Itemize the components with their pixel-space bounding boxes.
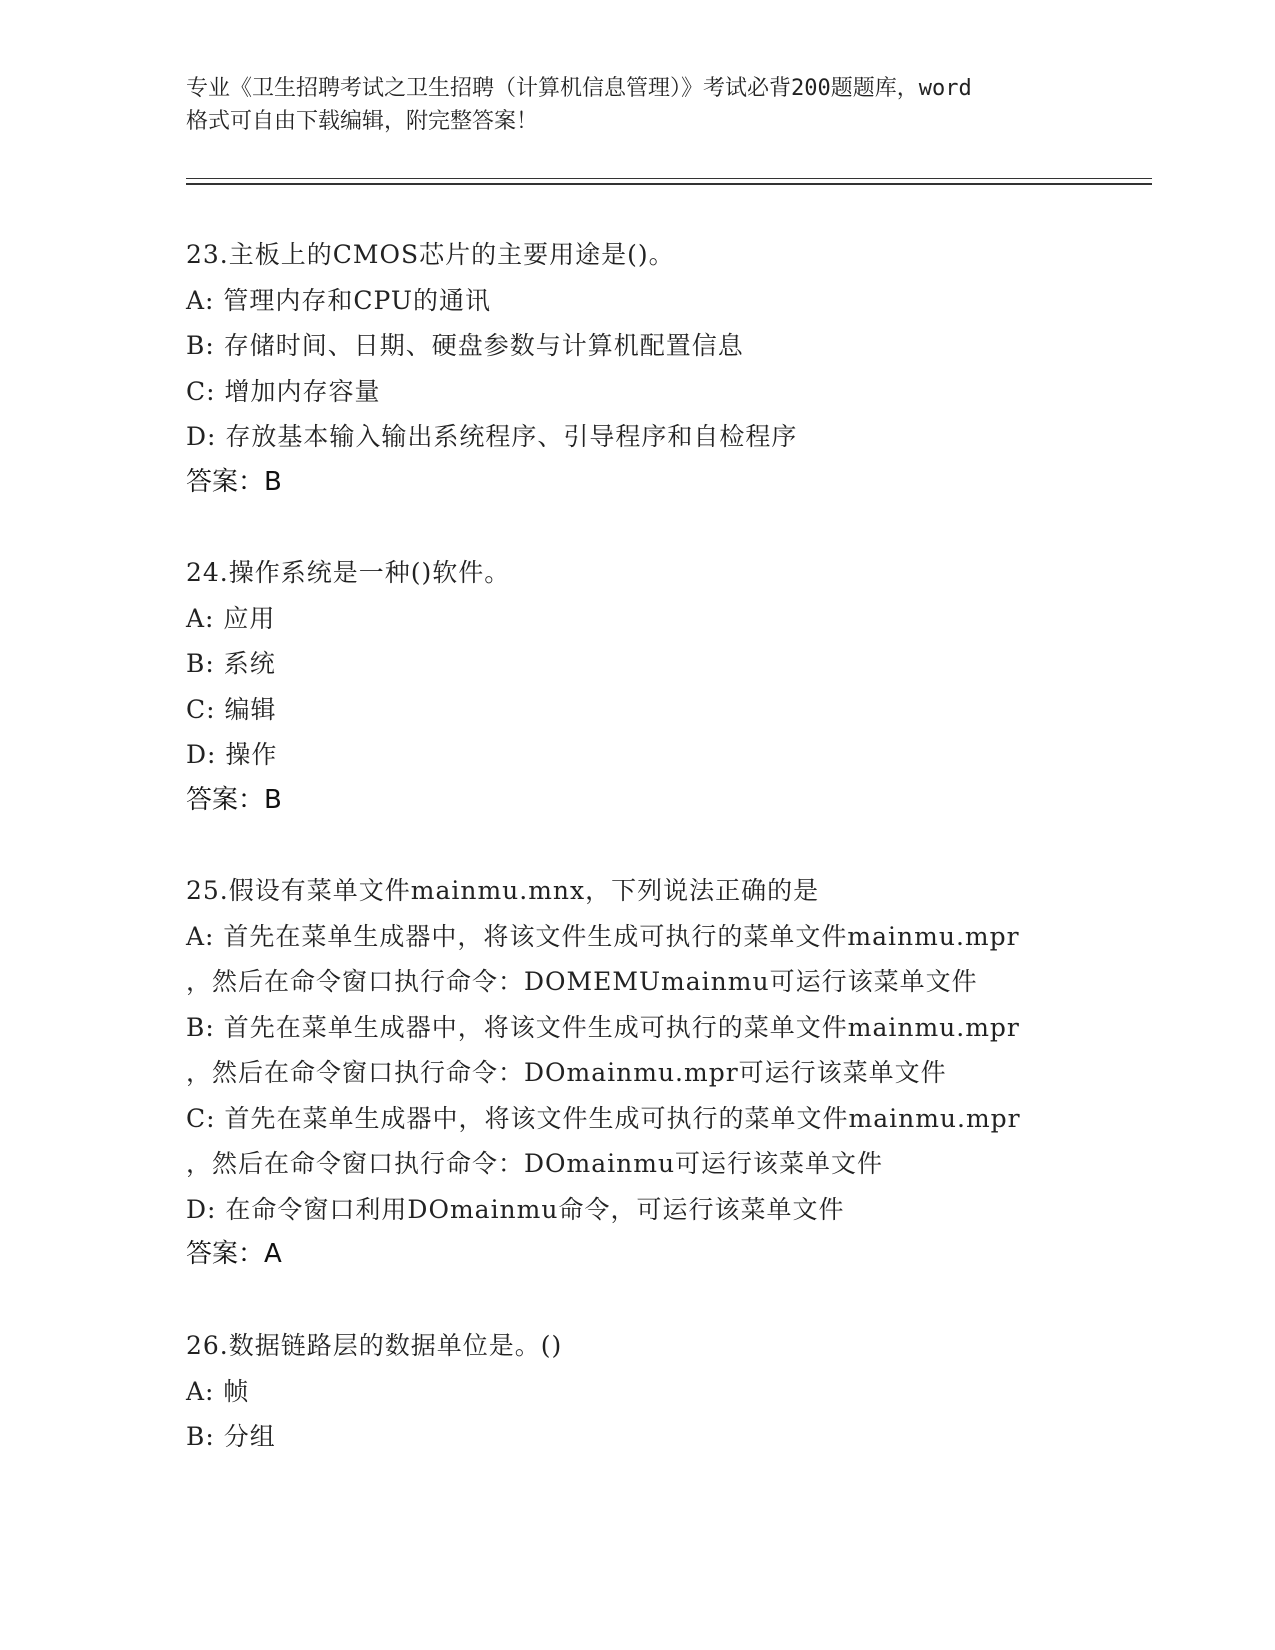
answer-label: 答案：B [186,466,282,497]
header-divider-thin [186,178,1152,179]
option-c-continued: ，然后在命令窗口执行命令：DOmainmu可运行该菜单文件 [186,1149,884,1178]
question-stem: 26.数据链路层的数据单位是。() [186,1331,563,1360]
question-stem: 23.主板上的CMOS芯片的主要用途是()。 [186,240,675,269]
question-24 [186,550,1126,823]
option-b: B: 分组 [186,1422,276,1451]
document-header-note [186,72,1086,138]
header-line-2: 格式可自由下载编辑，附完整答案！ [186,109,539,134]
option-a: A: 管理内存和CPU的通讯 [186,285,492,315]
option-d: D: 在命令窗口利用DOmainmu命令，可运行该菜单文件 [186,1194,845,1224]
header-divider-thick [186,183,1152,185]
answer-label: 答案：B [186,784,282,815]
header-line-1: 专业《卫生招聘考试之卫生招聘（计算机信息管理）》考试必背200题题库，word [186,76,972,101]
option-a-continued: ，然后在命令窗口执行命令：DOMEMUmainmu可运行该菜单文件 [186,967,978,996]
option-c: C: 首先在菜单生成器中，将该文件生成可执行的菜单文件mainmu.mpr [186,1103,1021,1133]
option-b: B: 系统 [186,649,276,678]
option-a: A: 首先在菜单生成器中，将该文件生成可执行的菜单文件mainmu.mpr [186,921,1020,951]
option-c: C: 编辑 [186,694,277,724]
answer-label: 答案：A [186,1239,282,1269]
option-b: B: 首先在菜单生成器中，将该文件生成可执行的菜单文件mainmu.mpr [186,1012,1020,1042]
option-b-continued: ，然后在命令窗口执行命令：DOmainmu.mpr可运行该菜单文件 [186,1058,947,1087]
option-b: B: 存储时间、日期、硬盘参数与计算机配置信息 [186,331,744,360]
option-a: A: 帧 [186,1376,250,1406]
question-25 [186,868,1126,1278]
question-stem: 25.假设有菜单文件mainmu.mnx，下列说法正确的是 [186,876,820,905]
question-23 [186,232,1126,505]
option-d: D: 操作 [186,740,278,769]
question-stem: 24.操作系统是一种()软件。 [186,558,511,587]
option-d: D: 存放基本输入输出系统程序、引导程序和自检程序 [186,422,798,451]
option-c: C: 增加内存容量 [186,376,381,406]
question-26 [186,1323,1126,1460]
option-a: A: 应用 [186,603,276,633]
